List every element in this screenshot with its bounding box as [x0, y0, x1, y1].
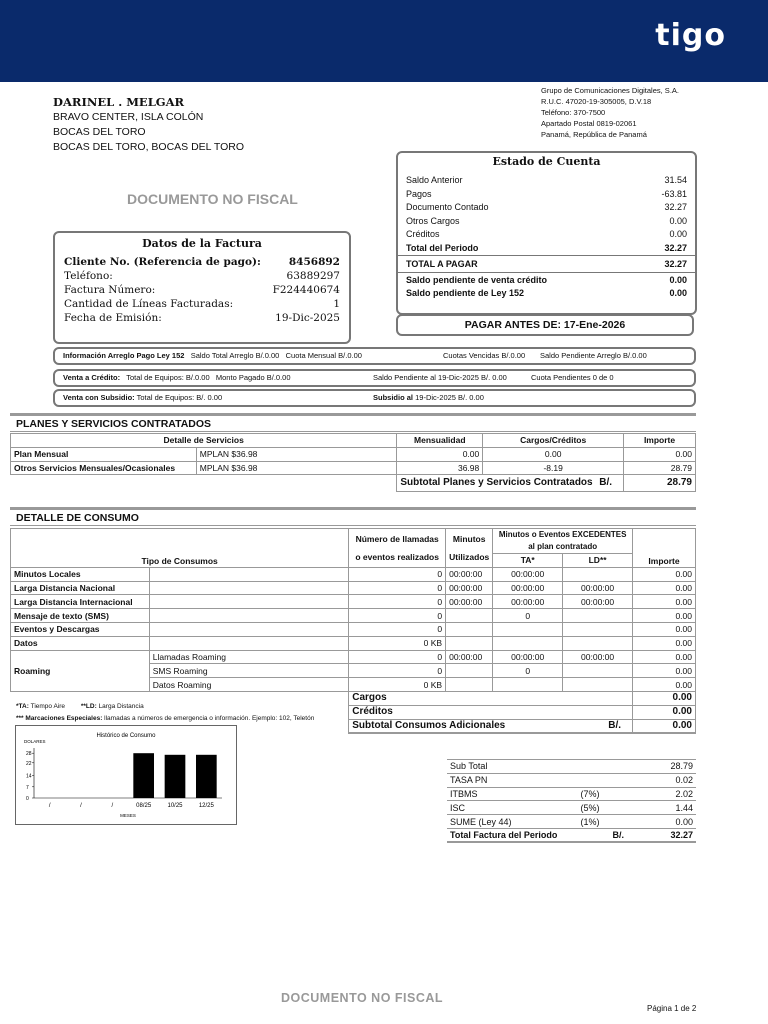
chart-svg — [16, 726, 236, 824]
customer-block — [53, 95, 244, 155]
notes-especiales: *** Marcaciones Especiales: llamadas a números de emergencia o información. Ejemplo: 102, Teletón — [16, 715, 315, 722]
chart-bar — [133, 753, 154, 798]
customer-address-line: BRAVO CENTER, ISLA COLÓN — [53, 111, 204, 123]
planes-section-title: PLANES Y SERVICIOS CONTRATADOS — [10, 413, 696, 432]
chart-tick-label: 7 — [26, 784, 29, 791]
chart-x-label: 08/25 — [136, 803, 152, 809]
chart-bar — [196, 755, 217, 798]
ley152-strip: Información Arreglo Pago Ley 152 Saldo Total Arreglo B/.0.00 Cuota Mensual B/.0.00 Cuotas Vencidas B/.0.00 Saldo Pendiente Arreglo B/.0.00 — [53, 347, 696, 365]
ec-row: Créditos 0.00 — [406, 229, 687, 239]
consumo-header: Número de llamadas o eventos realizados — [349, 529, 446, 568]
table-row: Larga Distancia Nacional 0 00:00:00 00:00:00 00:00:00 0.00 — [11, 581, 696, 595]
company-line: Apartado Postal 0819-02061 — [541, 119, 637, 128]
table-row: Mensaje de texto (SMS) 0 0 0.00 — [11, 609, 696, 623]
company-line: Teléfono: 370-7500 — [541, 108, 606, 117]
ec-total-pagar: TOTAL A PAGAR 32.27 — [398, 255, 695, 272]
chart-x-label: / — [48, 803, 51, 809]
chart-tick-label: 0 — [26, 796, 29, 802]
consumo-cargos-row: Cargos 0.00 — [11, 691, 696, 705]
chart-bar — [165, 755, 186, 798]
table-row: Roaming Llamadas Roaming 0 00:00:00 00:00:00 00:00:00 0.00 — [11, 650, 696, 664]
df-row: Cliente No. (Referencia de pago): 8456892 — [64, 256, 340, 268]
customer-address-line: BOCAS DEL TORO — [53, 126, 146, 138]
df-row: Teléfono: 63889297 — [64, 270, 340, 282]
table-row: Larga Distancia Internacional 0 00:00:00 00:00:00 00:00:00 0.00 — [11, 595, 696, 609]
table-row: Datos Roaming 0 KB 0.00 — [11, 678, 696, 692]
pagar-antes-box: PAGAR ANTES DE: 17-Ene-2026 — [396, 314, 694, 336]
company-info — [541, 85, 679, 140]
company-line: Panamá, República de Panamá — [541, 130, 647, 139]
table-row: ITBMS (7%) 2.02 — [447, 787, 696, 801]
historico-chart — [15, 725, 237, 825]
table-row: ISC (5%) 1.44 — [447, 801, 696, 815]
consumo-subtotal-row: Subtotal Consumos Adicionales B/. 0.00 — [11, 719, 696, 733]
chart-x-label: 10/25 — [167, 803, 183, 809]
table-row: Otros Servicios Mensuales/Ocasionales MPLAN $36.98 36.98 -8.19 28.79 — [11, 461, 696, 475]
summary-total-row: Total Factura del Periodo B/. 32.27 — [447, 828, 696, 842]
consumo-creditos-row: Créditos 0.00 — [11, 705, 696, 719]
company-line: Grupo de Comunicaciones Digitales, S.A. — [541, 86, 679, 95]
planes-table — [10, 433, 696, 492]
customer-name: DARINEL . MELGAR — [53, 95, 185, 109]
table-row: Datos 0 KB 0.00 — [11, 636, 696, 650]
table-row: SMS Roaming 0 0 0.00 — [11, 664, 696, 678]
credito-strip: Venta a Crédito: Total de Equipos: B/.0.00 Monto Pagado B/.0.00 Saldo Pendiente al 19-Dic-2025 B/. 0.00 Cuota Pendientes 0 de 0 — [53, 369, 696, 387]
table-row: Sub Total 28.79 — [447, 760, 696, 774]
consumo-header: Minutos Utilizados — [446, 529, 493, 568]
ec-saldo-ley: Saldo pendiente de Ley 152 0.00 — [406, 288, 687, 298]
summary-table — [447, 759, 696, 843]
chart-x-label: / — [111, 803, 114, 809]
chart-tick-label: 14 — [26, 773, 32, 780]
consumo-header: Minutos o Eventos EXCEDENTES al plan contratado — [493, 529, 633, 554]
ec-row: Saldo Anterior 31.54 — [406, 175, 687, 185]
chart-tick-label: 28 — [26, 751, 32, 758]
ec-total-periodo: Total del Periodo 32.27 — [406, 242, 687, 253]
ec-row: Otros Cargos 0.00 — [406, 215, 687, 226]
table-row: TASA PN 0.02 — [447, 773, 696, 787]
no-fiscal-label: DOCUMENTO NO FISCAL — [127, 191, 298, 207]
estado-cuenta-box — [396, 151, 697, 315]
df-row: Cantidad de Líneas Facturadas: 1 — [64, 298, 340, 310]
ec-row: Documento Contado 32.27 — [406, 202, 687, 212]
planes-subtotal-row: Subtotal Planes y Servicios Contratados B/. 28.79 — [11, 475, 696, 492]
tigo-logo: tigo — [655, 18, 726, 53]
df-row: Fecha de Emisión: 19-Dic-2025 — [64, 312, 340, 324]
footer-no-fiscal: DOCUMENTO NO FISCAL — [281, 991, 444, 1005]
chart-x-label: / — [80, 803, 82, 809]
consumo-header: LD** — [563, 554, 633, 568]
planes-header: Importe — [624, 434, 696, 448]
table-row: Plan Mensual MPLAN $36.98 0.00 0.00 0.00 — [11, 447, 696, 461]
header-band — [0, 0, 768, 82]
table-row: SUME (Ley 44) (1%) 0.00 — [447, 815, 696, 829]
datos-factura-title: Datos de la Factura — [142, 237, 262, 250]
subsidio-strip: Venta con Subsidio: Total de Equipos: B/. 0.00 Subsidio al 19-Dic-2025 B/. 0.00 — [53, 389, 696, 407]
chart-xlabel: MESES — [120, 813, 136, 818]
chart-ylabel: DOLARES — [24, 739, 46, 744]
planes-header: Cargos/Créditos — [483, 434, 624, 448]
consumo-header: Tipo de Consumos — [11, 529, 349, 568]
consumo-header: TA* — [493, 554, 563, 568]
estado-cuenta-title: Estado de Cuenta — [492, 155, 601, 168]
consumo-header: Importe — [633, 529, 696, 568]
notes-ta-ld: *TA: Tiempo Aire **LD: Larga Distancia — [16, 703, 144, 710]
planes-header: Detalle de Servicios — [11, 434, 397, 448]
df-row: Factura Número: F224440674 — [64, 284, 340, 296]
planes-header: Mensualidad — [397, 434, 483, 448]
page-number: Página 1 de 2 — [647, 1004, 697, 1013]
ec-saldo-credito: Saldo pendiente de venta crédito 0.00 — [398, 272, 695, 287]
table-row: Eventos y Descargas 0 0.00 — [11, 622, 696, 636]
chart-x-label: 12/25 — [198, 803, 214, 809]
table-row: Minutos Locales 0 00:00:00 00:00:00 0.00 — [11, 567, 696, 581]
customer-address-line: BOCAS DEL TORO, BOCAS DEL TORO — [53, 141, 244, 153]
consumo-section-title: DETALLE DE CONSUMO — [10, 507, 696, 526]
chart-title: Histórico de Consumo — [96, 733, 156, 739]
chart-tick-label: 22 — [26, 760, 32, 767]
datos-factura-box — [53, 231, 351, 344]
ec-row: Pagos -63.81 — [406, 188, 687, 199]
company-line: R.U.C. 47020-19-305005, D.V.18 — [541, 97, 652, 106]
